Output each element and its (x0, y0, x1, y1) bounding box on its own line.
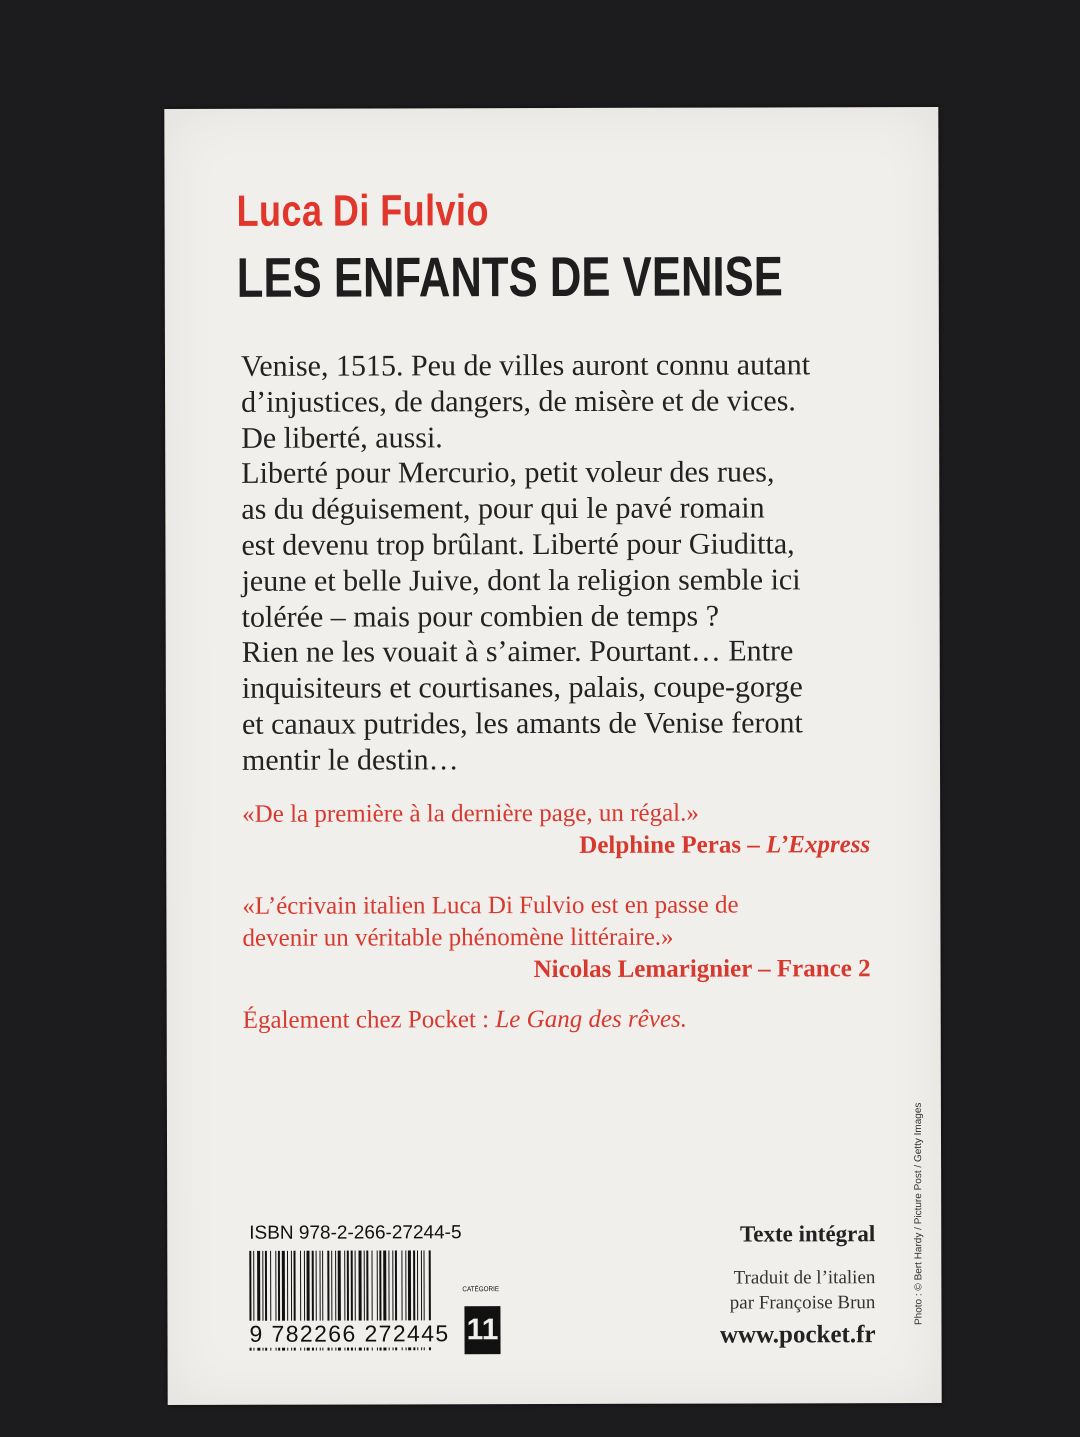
blurb-line: Venise, 1515. Peu de villes auront connu autant (240, 348, 811, 383)
blurb-line: mentir le destin… (241, 743, 459, 777)
translation-line: Traduit de l’italien (733, 1267, 876, 1289)
quote-publication: L’Express (766, 831, 871, 859)
blurb (241, 347, 882, 778)
quote-line: «De la première à la dernière page, un régal.» (242, 799, 699, 828)
publisher-website: www.pocket.fr (719, 1321, 876, 1349)
also-book-title: Le Gang des rêves. (495, 1005, 688, 1034)
blurb-line: as du déguisement, pour qui le pavé romain (241, 491, 765, 527)
blurb-line: tolérée – mais pour combien de temps ? (241, 599, 720, 634)
blurb-line: Rien ne les vouait à s’aimer. Pourtant… Entre (241, 634, 794, 670)
barcode-number: 9 782266 272445 (247, 1320, 451, 1348)
book-title: LES ENFANTS DE VENISE (236, 244, 783, 309)
quote-publication: France 2 (776, 955, 871, 983)
translation-note (730, 1265, 876, 1315)
category-label: CATÉGORIE (462, 1286, 500, 1294)
isbn: ISBN 978-2-266-27244-5 (249, 1222, 462, 1244)
blurb-line: De liberté, aussi. (241, 420, 443, 455)
quote-line: «L’écrivain italien Luca Di Fulvio est en passe de (242, 891, 739, 920)
book-author: Luca Di Fulvio (236, 186, 489, 236)
quote-line: devenir un véritable phénomène littéraire.» (242, 923, 674, 952)
texte-integral: Texte intégral (740, 1221, 876, 1247)
quote-attribution (243, 953, 871, 987)
photo-credit: Photo : © Bert Hardy / Picture Post / Getty Images (912, 1102, 925, 1326)
also-prefix: Également chez Pocket : (242, 1006, 490, 1034)
book-back-cover (164, 107, 941, 1405)
blurb-line: inquisiteurs et courtisanes, palais, coupe-gorge (241, 670, 803, 705)
blurb-line: jeune et belle Juive, dont la religion semble ici (241, 563, 801, 598)
press-quote-2 (242, 889, 870, 987)
blurb-line: est devenu trop brûlant. Liberté pour Giuditta, (241, 527, 795, 562)
also-available (243, 1006, 687, 1035)
press-quote-1 (242, 797, 870, 863)
translator-line: par Françoise Brun (729, 1292, 876, 1314)
blurb-line: d’injustices, de dangers, de misère et de vices. (241, 384, 796, 419)
quote-author: Nicolas Lemarignier – (533, 955, 771, 984)
category-badge: 11 (464, 1306, 500, 1354)
quote-attribution (242, 829, 870, 863)
blurb-line: et canaux putrides, les amants de Venise feront (241, 706, 803, 741)
quote-author: Delphine Peras – (579, 831, 760, 859)
blurb-line: Liberté pour Mercurio, petit voleur des rues, (241, 455, 775, 491)
